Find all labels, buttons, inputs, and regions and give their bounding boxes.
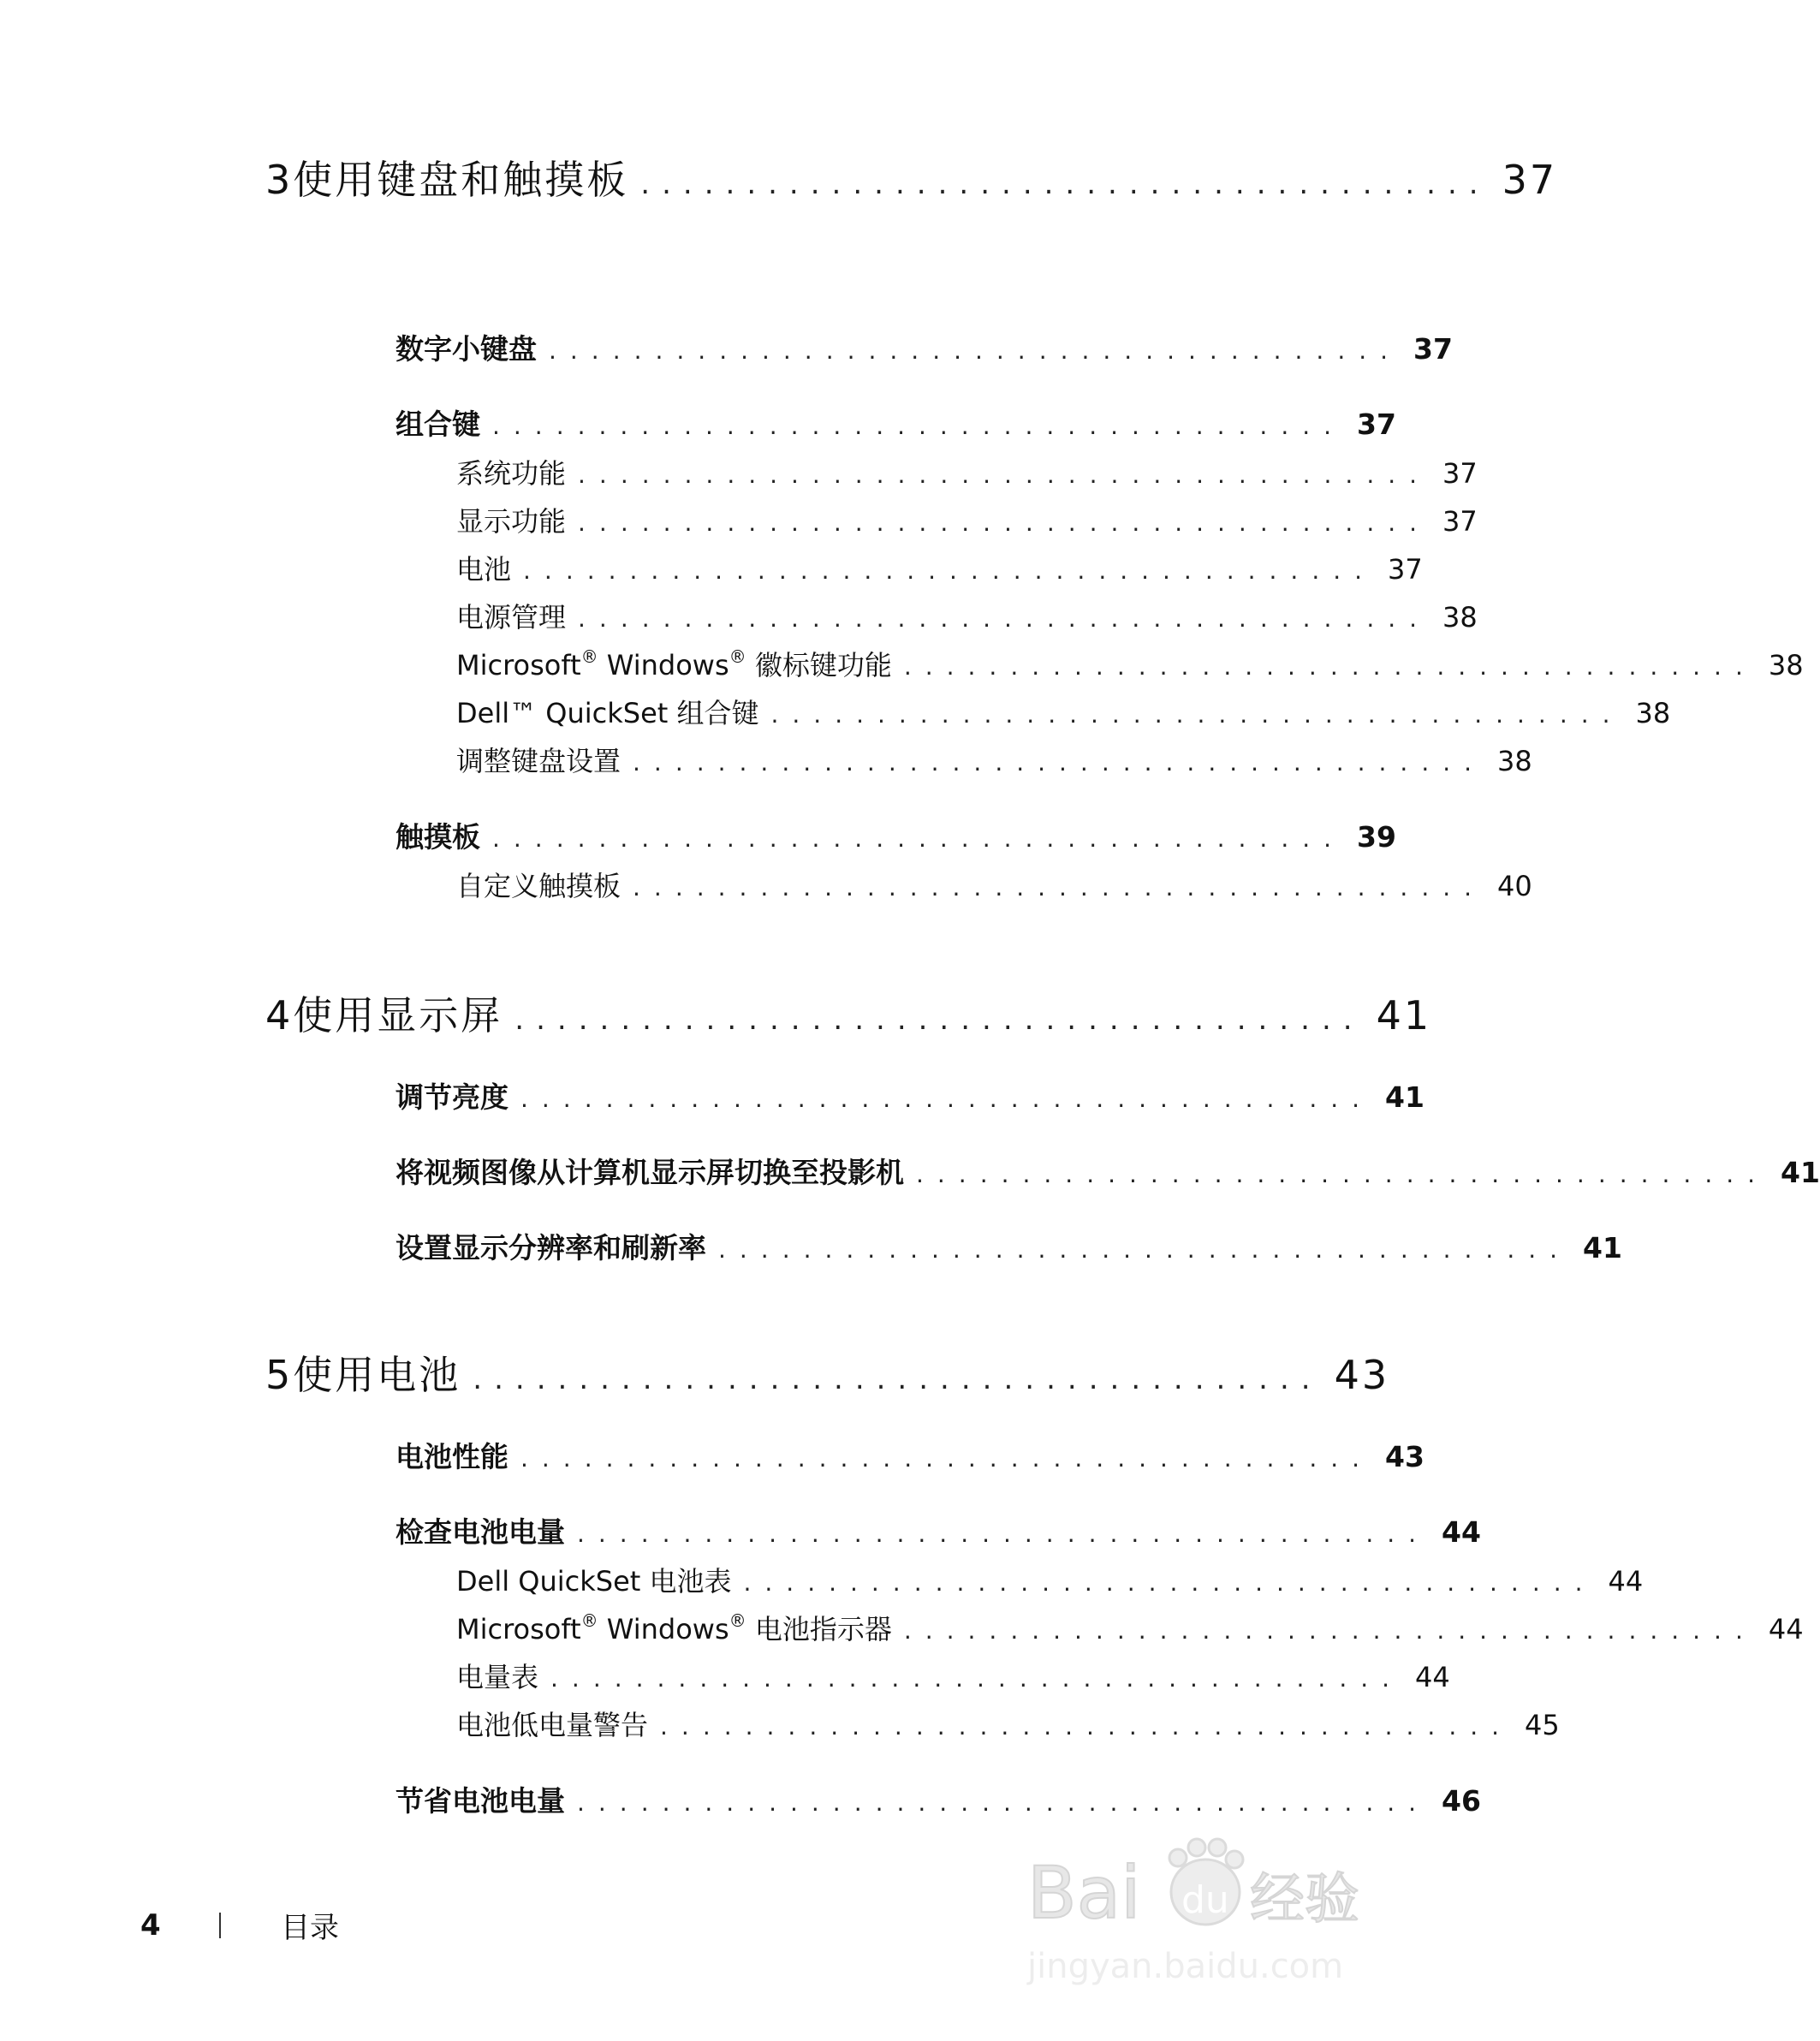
section-title: 触摸板 [396,820,480,854]
dot-leader: ........................................ [577,1520,1430,1548]
chapter-page: 41 [1376,992,1432,1038]
subsection-title: 显示功能 [456,505,567,538]
dot-leader: ........................................ [492,412,1346,440]
subsection-page: 38 [1768,649,1804,681]
svg-text:Bai: Bai [1027,1851,1141,1935]
dot-leader: ........................................ [633,873,1486,901]
subsection-page: 38 [1635,697,1671,729]
subsection-title: 调整键盘设置 [456,745,622,777]
dot-leader: ........................................ [743,1568,1597,1597]
footer-page-number: 4 [140,1907,161,1943]
section-title: 节省电池电量 [396,1784,565,1818]
subsection-title: Dell™ QuickSet 组合键 [456,697,759,729]
subsection-title: Dell QuickSet 电池表 [456,1565,732,1598]
dot-leader: ........................................ [640,167,1490,201]
toc-chapter-3[interactable] [265,149,1558,205]
toc-subsection[interactable] [456,1608,1804,1647]
toc-chapter-5[interactable] [265,1344,1390,1401]
section-page: 44 [1442,1515,1481,1549]
chapter-number: 5 [265,1352,294,1398]
dot-leader: ........................................ [492,824,1346,853]
subsection-page: 37 [1442,457,1478,490]
subsection-page: 44 [1768,1613,1804,1645]
dot-leader: ........................................ [770,700,1624,729]
subsection-title: 自定义触摸板 [456,870,622,902]
subsection-title: 电量表 [456,1661,539,1693]
subsection-title: 电池 [456,553,512,586]
toc-subsection[interactable] [456,548,1423,587]
section-title: 数字小键盘 [396,332,537,366]
section-page: 41 [1781,1156,1820,1189]
toc-section[interactable] [396,815,1396,855]
subsection-page: 44 [1608,1565,1644,1598]
toc-subsection[interactable] [456,740,1532,779]
section-page: 37 [1413,332,1453,366]
toc-subsection[interactable] [456,596,1478,635]
section-title: 设置显示分辨率和刷新率 [396,1231,706,1264]
section-page: 46 [1442,1784,1481,1818]
toc-section[interactable] [396,402,1396,443]
toc-subsection[interactable] [456,644,1804,683]
dot-leader: ........................................ [520,1085,1374,1113]
dot-leader: ........................................ [514,1003,1365,1037]
section-title: 组合键 [396,408,480,441]
toc-section[interactable] [396,1779,1481,1819]
section-page: 37 [1357,408,1396,441]
section-page: 43 [1385,1440,1424,1473]
toc-subsection[interactable] [456,1560,1644,1599]
section-title: 将视频图像从计算机显示屏切换至投影机 [396,1156,904,1189]
chapter-number: 4 [265,992,294,1038]
dot-leader: ........................................ [633,748,1486,777]
section-page: 41 [1583,1231,1622,1264]
dot-leader: ........................................ [903,1616,1757,1645]
subsection-title: 电池低电量警告 [456,1709,649,1741]
toc-section[interactable] [396,327,1453,367]
svg-text:jingyan.baidu.com: jingyan.baidu.com [1027,1947,1344,1986]
dot-leader: ........................................ [578,509,1431,537]
chapter-page: 37 [1502,157,1558,203]
subsection-title: 系统功能 [456,457,567,490]
subsection-page: 44 [1415,1661,1450,1693]
subsection-page: 37 [1442,505,1478,538]
footer-divider [219,1913,221,1938]
toc-subsection[interactable] [456,865,1532,904]
dot-leader: ........................................ [549,336,1402,365]
dot-leader: ........................................ [916,1160,1769,1188]
chapter-title: 使用显示屏 [293,992,503,1038]
section-page: 39 [1357,820,1396,854]
section-page: 41 [1385,1080,1424,1114]
dot-leader: ........................................ [577,1788,1430,1817]
footer-label: 目录 [281,1911,339,1945]
subsection-title: Microsoft® Windows® 徽标键功能 [456,646,892,681]
dot-leader: ........................................ [578,461,1431,489]
chapter-page: 43 [1334,1352,1390,1398]
toc-subsection[interactable] [456,1704,1560,1743]
toc-subsection[interactable] [456,692,1671,731]
toc-section[interactable] [396,1226,1622,1266]
dot-leader: ........................................ [660,1712,1514,1741]
dot-leader: ........................................ [903,652,1757,681]
chapter-number: 3 [265,157,294,203]
toc-section[interactable] [396,1075,1424,1116]
page-footer [140,1904,339,1946]
toc-chapter-4[interactable] [265,985,1432,1041]
baidu-jingyan-watermark-logo [1019,1824,1378,1995]
svg-text:du: du [1181,1878,1229,1922]
dot-leader: ........................................ [523,556,1377,585]
toc-section[interactable] [396,1435,1424,1475]
subsection-page: 38 [1497,745,1532,777]
chapter-title: 使用电池 [293,1352,461,1398]
dot-leader: ........................................ [550,1664,1404,1693]
dot-leader: ........................................ [520,1444,1374,1473]
chapter-title: 使用键盘和触摸板 [293,157,629,203]
toc-subsection[interactable] [456,452,1478,491]
section-title: 检查电池电量 [396,1515,565,1549]
subsection-title: Microsoft® Windows® 电池指示器 [456,1610,892,1645]
toc-section[interactable] [396,1151,1820,1191]
subsection-page: 45 [1525,1709,1560,1741]
dot-leader: ........................................ [473,1362,1323,1396]
dot-leader: ........................................ [578,604,1431,633]
toc-section[interactable] [396,1510,1481,1550]
subsection-page: 40 [1497,870,1532,902]
toc-subsection[interactable] [456,1656,1450,1695]
svg-text:经验: 经验 [1250,1868,1359,1931]
section-title: 电池性能 [396,1440,509,1473]
subsection-title: 电源管理 [456,601,567,634]
subsection-page: 38 [1442,601,1478,634]
subsection-page: 37 [1388,553,1423,586]
toc-subsection[interactable] [456,500,1478,539]
section-title: 调节亮度 [396,1080,509,1114]
dot-leader: ........................................ [718,1235,1572,1264]
